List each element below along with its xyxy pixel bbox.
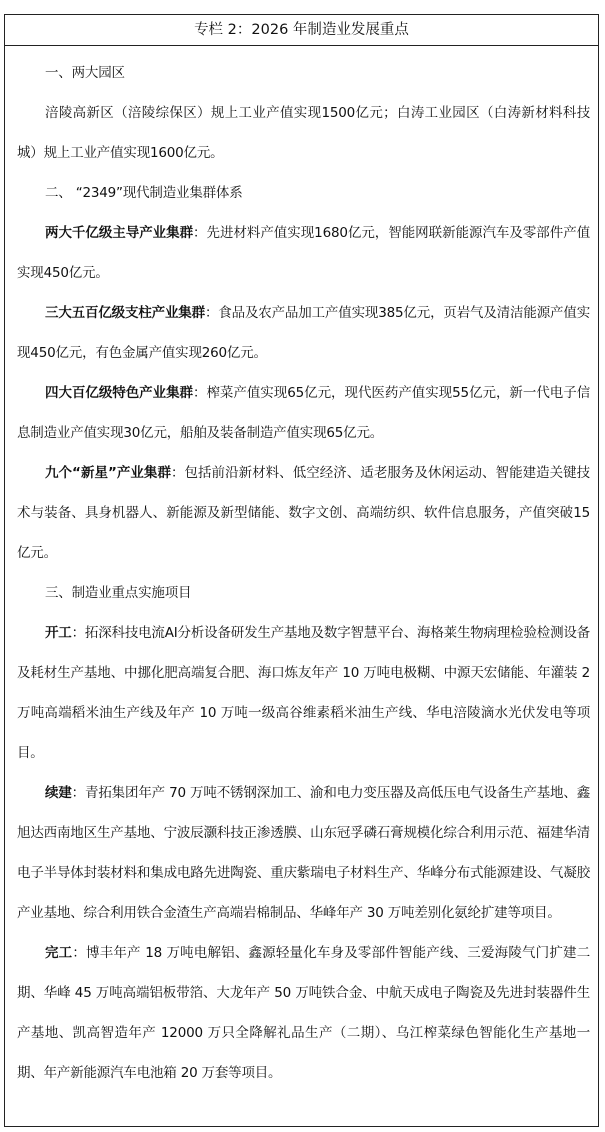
paragraph-text: ：先进材料产值实现1680亿元，智能网联新能源汽车及零部件产值实现450亿元。 [17,225,590,281]
paragraph-text: ：食品及农产品加工产值实现385亿元，页岩气及清洁能源产值实现450亿元，有色金属产值实现260亿元。 [17,305,590,361]
bold-lead: 四大百亿级特色产业集群 [45,385,194,401]
paragraph-projects-completed [17,933,590,1093]
paragraph-text: ：博丰年产 18 万吨电解铝、鑫源轻量化车身及零部件智能产线、三爱海陵气门扩建二期、华峰 45 万吨高端铝板带箔、大龙年产 50 万吨铁合金、中航天成电子陶瓷及先进封装器件生产基地、凯高智造年产 12000 万只全降解礼品生产（二期）、乌江榨菜绿色智能化生产基地一期、年产新能源汽车电池箱 20 万套等项目。 [17,945,590,1081]
paragraph-text: ：榨菜产值实现65亿元，现代医药产值实现55亿元，新一代电子信息制造业产值实现30亿元，船舶及装备制造产值实现65亿元。 [17,385,591,441]
paragraph-projects-started [17,613,590,773]
section-heading-cluster-system: 二、 “2349”现代制造业集群体系 [45,185,243,201]
paragraph-text: ：青拓集团年产 70 万吨不锈钢深加工、渝和电力变压器及高低压电气设备生产基地、鑫旭达西南地区生产基地、宁波辰灏科技正渗透膜、山东冠孚磷石膏规模化综合利用示范、福建华清电子半导体封装材料和集成电路先进陶瓷、重庆紫瑞电子材料生产、华峰分布式能源建设、气凝胶产业基地、综合利用铁合金渣生产高端岩棉制品、华峰年产 30 万吨差别化氨纶扩建等项目。 [17,785,590,921]
paragraph-new-star-clusters [17,453,590,573]
bold-lead: 两大千亿级主导产业集群 [45,225,194,241]
bold-lead: 开工 [45,625,72,641]
paragraph-text: ：拓深科技电流AI分析设备研发生产基地及数字智慧平台、海格莱生物病理检验检测设备及耗材生产基地、中挪化肥高端复合肥、海口炼友年产 10 万吨电极糊、中源天宏储能、年灌装 2 万吨高端稻米油生产线及年产 10 万吨一级高谷维素稻米油生产线、华电涪陵滴水光伏发电等项目。 [17,625,590,761]
paragraph-projects-continued [17,773,590,933]
bold-lead: 续建 [45,785,72,801]
bold-lead: 完工 [45,945,73,961]
column-content [5,53,598,1093]
section-heading-key-projects: 三、制造业重点实施项目 [45,585,192,601]
paragraph-leading-clusters [17,213,590,293]
paragraph-text: ：包括前沿新材料、低空经济、适老服务及休闲运动、智能建造关键技术与装备、具身机器人、新能源及新型储能、数字文创、高端纺织、软件信息服务，产值突破15亿元。 [17,465,590,561]
paragraph-featured-clusters [17,373,590,453]
section-heading-parks: 一、两大园区 [45,65,125,81]
paragraph-parks: 涪陵高新区（涪陵综保区）规上工业产值实现1500亿元；白涛工业园区（白涛新材料科技城）规上工业产值实现1600亿元。 [17,105,590,161]
bold-lead: 三大五百亿级支柱产业集群 [45,305,205,321]
paragraph-pillar-clusters [17,293,590,373]
column-box [4,14,599,1127]
bold-lead: 九个“新星”产业集群 [45,465,171,481]
column-title: 专栏 2：2026 年制造业发展重点 [5,15,598,46]
